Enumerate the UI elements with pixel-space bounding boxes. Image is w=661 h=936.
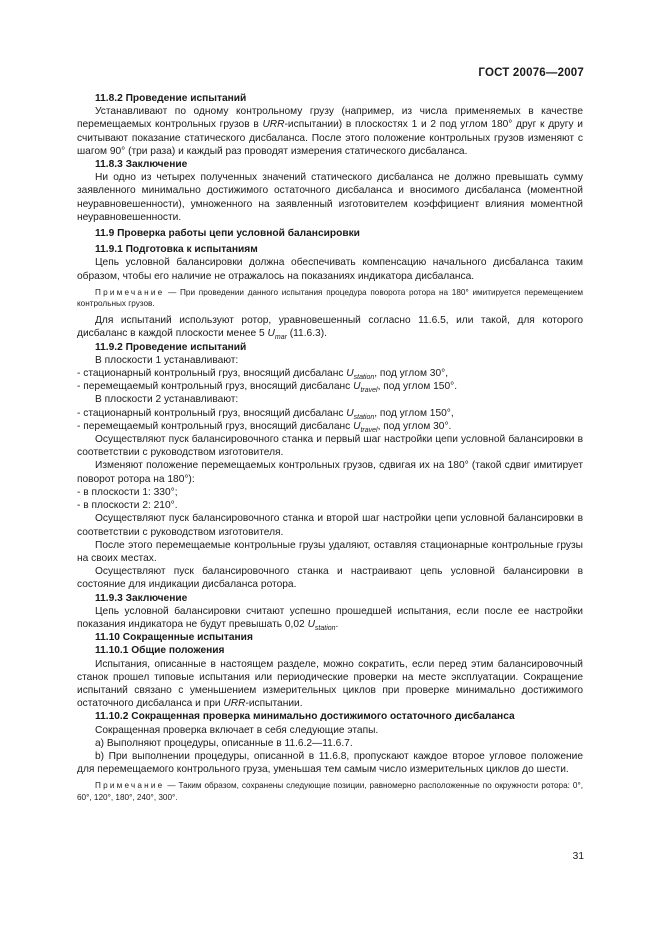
plane-2-intro: В плоскости 2 устанавливают:	[95, 394, 239, 406]
note-11-10-2: Примечание — Таким образом, сохранены следующие позиции, равномерно расположенные по окружности ротора: 0°, 60°, 120°, 180°, 240°, 300°.	[77, 781, 583, 802]
heading-11-10: 11.10 Сокращенные испытания	[95, 632, 253, 644]
step-b: b) При выполнении процедуры, описанной в 11.6.8, пропускают каждое второе угловое положение для перемещаемого контрольного груза, уменьшая тем самым число измерительных циклов до шести.	[77, 750, 583, 776]
note-11-9-1: Примечание — При проведении данного испытания процедура поворота ротора на 180° имитируется перемещением контрольных грузов.	[77, 287, 583, 309]
paragraph-11-9-1-rotor: Для испытаний используют ротор, уравновешенный согласно 11.6.5, или такой, для которого дисбаланс в каждой плоскости менее 5 $U_{mar}$ (11.6.3).	[77, 315, 583, 342]
paragraph-indication: Осуществляют пуск балансировочного станка и настраивают цепь условной балансировки в состояние для индикации дисбаланса ротора.	[77, 566, 583, 591]
paragraph-11-10-2: Сокращенная проверка включает в себя следующие этапы.	[95, 724, 379, 736]
paragraph-11-8-2: Устанавливают по одному контрольному грузу (например, из числа применяемых в качестве перемещаемых контрольных грузов в URR-испытании) в плоскостях 1 и 2 под углом 180° друг к другу и считывают показание статического дисбаланса. После этого положение контрольных грузов изменяют с шагом 90° (три раза) и каждый раз проводят измерения статического дисбаланса.	[77, 106, 583, 157]
list-item: - перемещаемый контрольный груз, вносящий дисбаланс $U_{travel}$, под углом 150°.	[77, 381, 458, 395]
heading-11-8-3: 11.8.3 Заключение	[95, 159, 188, 171]
step-a: а) Выполняют процедуры, описанные в 11.6.2—11.6.7.	[95, 737, 353, 749]
heading-11-9-3: 11.9.3 Заключение	[95, 592, 188, 604]
list-item: - в плоскости 1: 330°;	[77, 486, 178, 498]
list-item: - перемещаемый контрольный груз, вносящий дисбаланс $U_{travel}$, под углом 30°.	[77, 420, 452, 434]
paragraph-11-9-3: Цепь условной балансировки считают успешно прошедшей испытания, если после ее настройки показания индикатора не будут превышать 0,02 $U_{station}$.	[77, 605, 583, 632]
paragraph-remove-weights: После этого перемещаемые контрольные грузы удаляют, оставляя стационарные контрольные грузы на своих местах.	[77, 539, 583, 564]
heading-11-10-2: 11.10.2 Сокращенная проверка минимально достижимого остаточного дисбаланса	[95, 711, 515, 723]
page-number: 31	[572, 851, 584, 862]
paragraph-first-step: Осуществляют пуск балансировочного станка и первый шаг настройки цепи условной балансировки в соответствии с руководством изготовителя.	[77, 434, 583, 459]
heading-11-9-1: 11.9.1 Подготовка к испытаниям	[95, 244, 258, 256]
heading-11-9-2: 11.9.2 Проведение испытаний	[95, 341, 247, 353]
list-item: - стационарный контрольный груз, вносящий дисбаланс $U_{station}$, под углом 150°,	[77, 407, 454, 421]
heading-11-8-2: 11.8.2 Проведение испытаний	[95, 93, 247, 104]
standard-number: ГОСТ 20076—2007	[478, 67, 584, 79]
list-item: - стационарный контрольный груз, вносящий дисбаланс $U_{station}$, под углом 30°,	[77, 368, 449, 382]
paragraph-second-step: Осуществляют пуск балансировочного станка и второй шаг настройки цепи условной балансировки в соответствии с руководством изготовителя.	[77, 513, 583, 538]
heading-11-9: 11.9 Проверка работы цепи условной балансировки	[95, 228, 360, 240]
paragraph-shift: Изменяют положение перемещаемых контрольных грузов, сдвигая их на 180° (такой сдвиг имитирует поворот ротора на 180°):	[77, 460, 583, 485]
paragraph-11-8-3: Ни одно из четырех полученных значений статического дисбаланса не должно превышать сумму заявленного минимально достижимого остаточного дисбаланса и вносимого дисбаланса (моментной неуравновешенности), умноженного на заявленный изготовителем коэффициент влияния моментной неуравновешенности.	[77, 172, 583, 223]
plane-1-intro: В плоскости 1 устанавливают:	[95, 354, 239, 366]
paragraph-11-10-1: Испытания, описанные в настоящем разделе, можно сократить, если перед этим балансировочный станок прошел типовые испытания или периодические проверки на месте эксплуатации. Сокращение испытаний связано с уменьшением измерительных циклов при проверке минимально достижимого остаточного дисбаланса и при URR-испытании.	[77, 658, 583, 710]
list-item: - в плоскости 2: 210°.	[77, 500, 178, 512]
paragraph-11-9-1: Цепь условной балансировки должна обеспечивать компенсацию начального дисбаланса таким образом, чтобы его наличие не отражалось на показаниях индикатора дисбаланса.	[77, 257, 583, 282]
page-content	[77, 92, 583, 808]
heading-11-10-1: 11.10.1 Общие положения	[95, 645, 225, 657]
